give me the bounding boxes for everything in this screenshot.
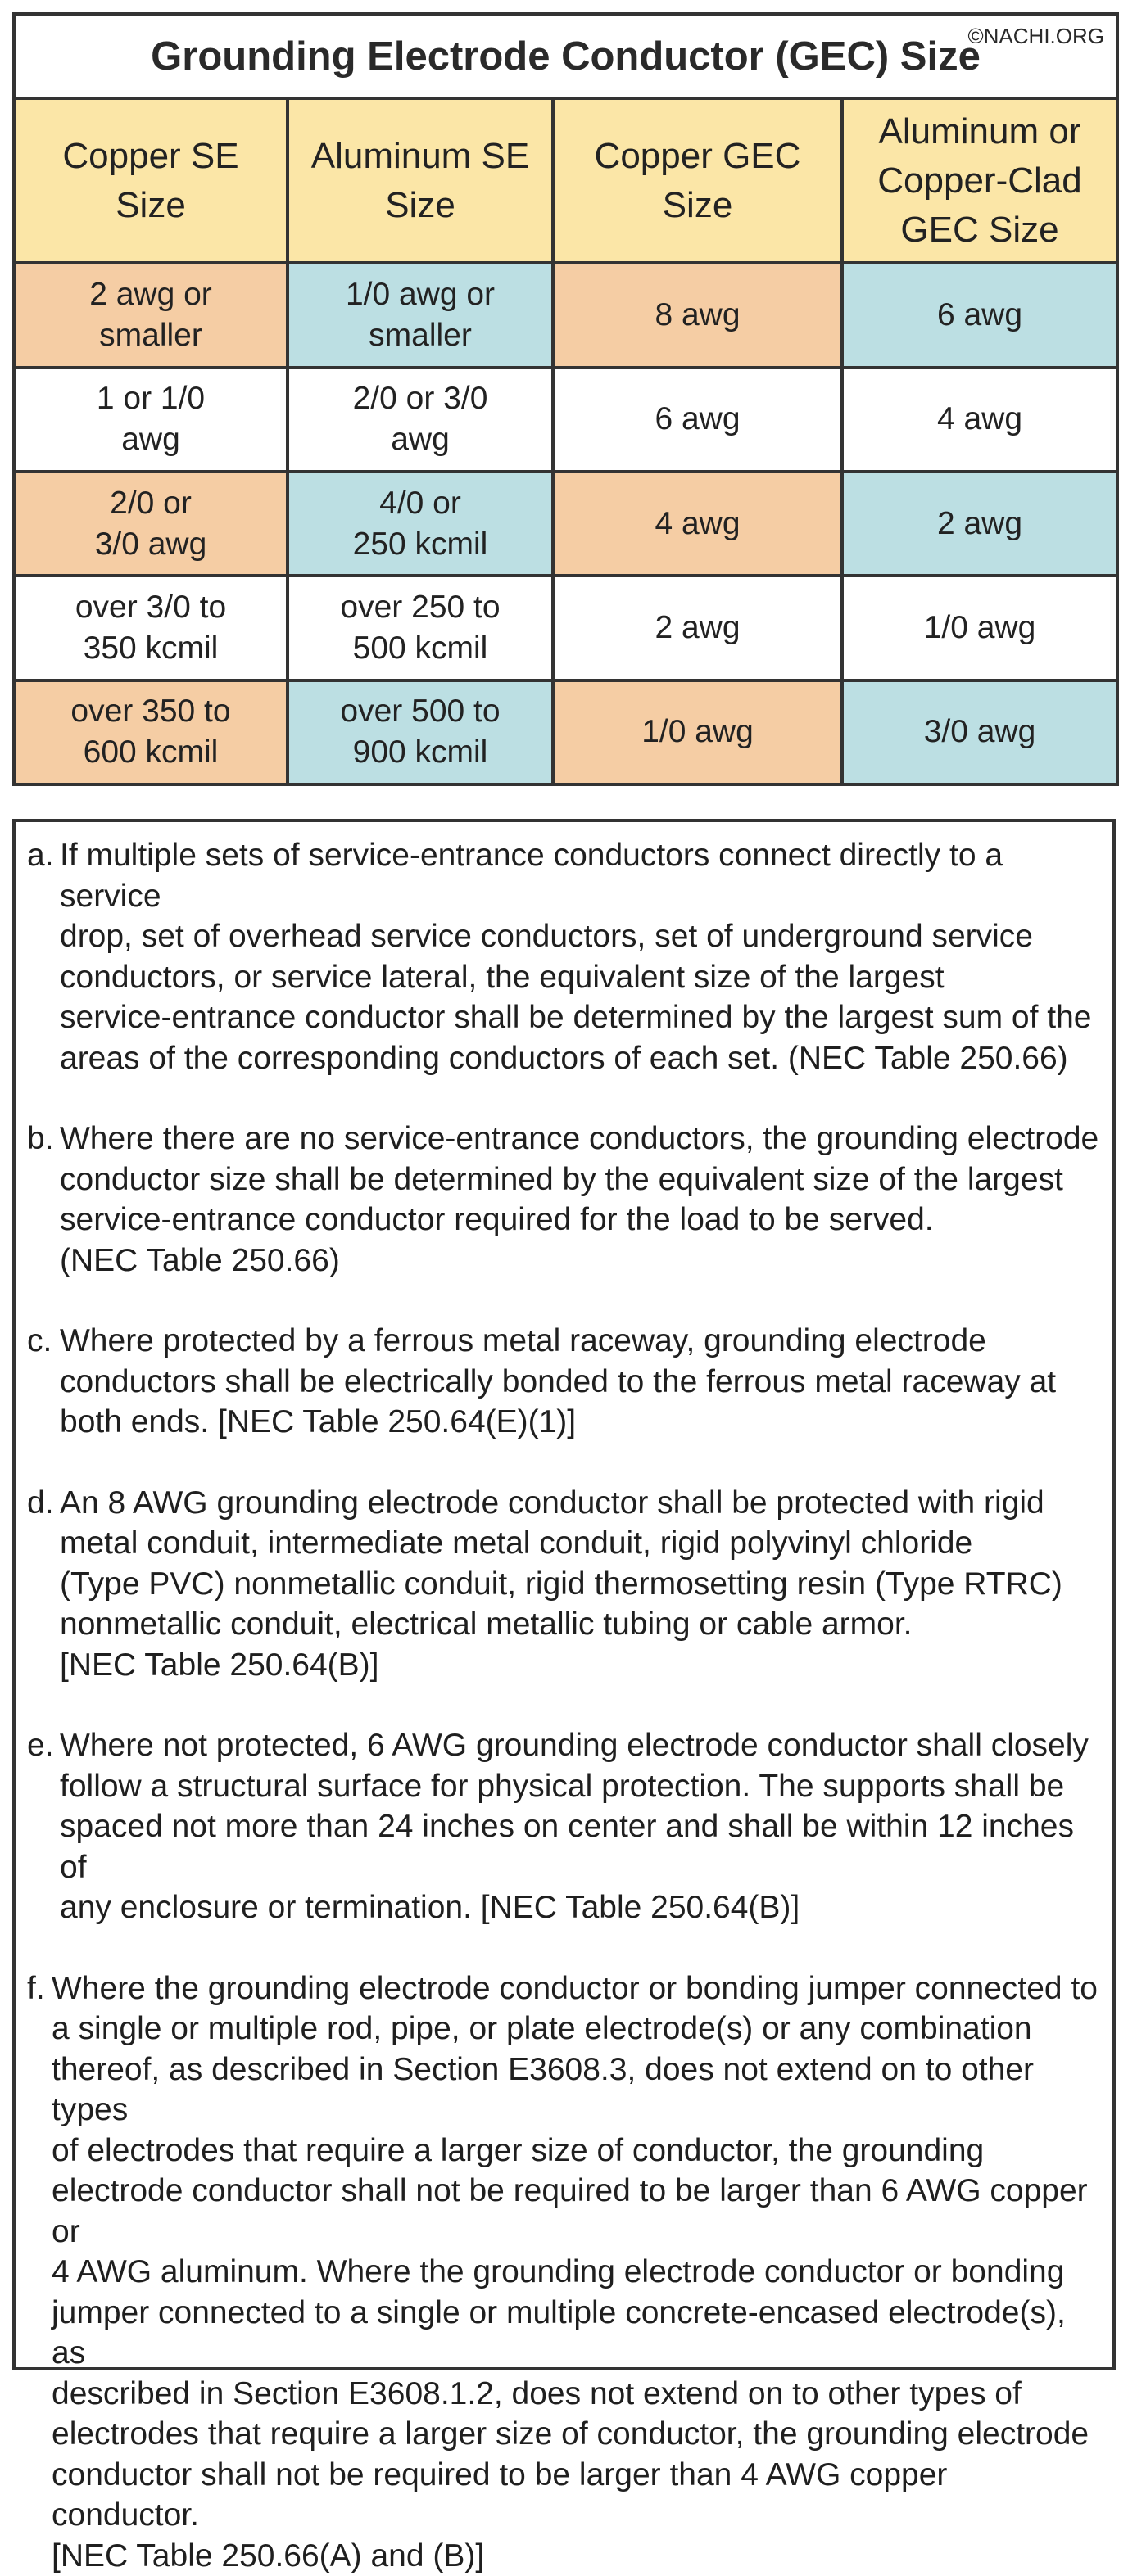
note-line: [NEC Table 250.66(A) and (B)]: [52, 2538, 484, 2574]
note-letter: a.: [27, 835, 54, 876]
credit-label: ©NACHI.ORG: [968, 24, 1105, 49]
cell-line: over 500 to: [340, 694, 500, 729]
cell-aluminum-gec: 6 awg: [842, 263, 1117, 367]
header-copper-se: [14, 98, 288, 263]
cell-aluminum-se: [288, 576, 553, 680]
header-aluminum-gec: [842, 98, 1117, 263]
note-d: [27, 1483, 1101, 1686]
note-e: [27, 1725, 1101, 1928]
note-line: An 8 AWG grounding electrode conductor shall be protected with rigid: [60, 1485, 1044, 1521]
cell-line: over 350 to: [70, 694, 230, 729]
cell-line: smaller: [369, 318, 472, 353]
note-line: described in Section E3608.1.2, does not extend on to other types of: [52, 2376, 1022, 2411]
header-line: Aluminum or: [879, 111, 1081, 151]
cell-aluminum-gec: 4 awg: [842, 368, 1117, 472]
cell-line: awg: [121, 422, 180, 457]
note-line: (NEC Table 250.66): [60, 1243, 340, 1278]
cell-line: 2/0 or 3/0: [353, 381, 488, 416]
note-line: electrodes that require a larger size of conductor, the grounding electrode: [52, 2416, 1089, 2452]
note-line: Where the grounding electrode conductor or bonding jumper connected to: [52, 1971, 1098, 2006]
cell-line: 1/0 awg or: [346, 277, 495, 312]
table-row: [14, 680, 1117, 784]
note-line: of electrodes that require a larger size of conductor, the grounding: [52, 2133, 984, 2168]
note-line: conductors shall be electrically bonded to the ferrous metal raceway at: [60, 1364, 1056, 1399]
cell-copper-gec: 1/0 awg: [553, 680, 842, 784]
table-row: [14, 576, 1117, 680]
note-line: 4 AWG aluminum. Where the grounding electrode conductor or bonding: [52, 2254, 1064, 2289]
note-line: conductors, or service lateral, the equivalent size of the largest: [60, 960, 945, 995]
note-letter: b.: [27, 1119, 54, 1159]
note-line: jumper connected to a single or multiple concrete-encased electrode(s), as: [52, 2295, 1066, 2371]
note-letter: d.: [27, 1483, 54, 1524]
cell-copper-gec: 6 awg: [553, 368, 842, 472]
table-row: [14, 472, 1117, 576]
note-line: conductor size shall be determined by the equivalent size of the largest: [60, 1162, 1063, 1197]
note-line: If multiple sets of service-entrance conductors connect directly to a service: [60, 838, 1003, 914]
header-line: Aluminum SE: [311, 136, 530, 176]
cell-aluminum-gec: 1/0 awg: [842, 576, 1117, 680]
cell-copper-se: [14, 263, 288, 367]
note-line: service-entrance conductor required for the load to be served.: [60, 1202, 934, 1237]
note-line: nonmetallic conduit, electrical metallic tubing or cable armor.: [60, 1607, 913, 1642]
cell-line: 250 kcmil: [353, 526, 488, 562]
cell-line: 2/0 or: [110, 486, 192, 521]
cell-line: over 3/0 to: [75, 590, 226, 625]
note-letter: e.: [27, 1725, 54, 1766]
cell-aluminum-gec: 3/0 awg: [842, 680, 1117, 784]
note-line: drop, set of overhead service conductors, set of underground service: [60, 919, 1033, 954]
note-line: conductor shall not be required to be larger than 4 AWG copper conductor.: [52, 2457, 947, 2533]
cell-copper-se: [14, 472, 288, 576]
cell-line: 1 or 1/0: [97, 381, 205, 416]
note-line: Where not protected, 6 AWG grounding electrode conductor shall closely: [60, 1728, 1089, 1763]
header-line: Copper SE: [62, 136, 238, 176]
note-line: follow a structural surface for physical protection. The supports shall be: [60, 1769, 1064, 1804]
cell-copper-se: [14, 680, 288, 784]
cell-line: 3/0 awg: [95, 526, 207, 562]
note-line: spaced not more than 24 inches on center and shall be within 12 inches of: [60, 1809, 1074, 1885]
header-line: Copper GEC: [595, 136, 801, 176]
header-line: GEC Size: [900, 210, 1058, 250]
cell-line: 600 kcmil: [84, 734, 219, 770]
header-line: Size: [663, 185, 733, 225]
table-row: [14, 368, 1117, 472]
gec-size-table: [12, 12, 1119, 786]
cell-aluminum-se: [288, 472, 553, 576]
note-line: areas of the corresponding conductors of each set. (NEC Table 250.66): [60, 1041, 1068, 1076]
cell-copper-gec: 4 awg: [553, 472, 842, 576]
note-line: metal conduit, intermediate metal conduit, rigid polyvinyl chloride: [60, 1525, 972, 1561]
header-line: Copper-Clad: [877, 160, 1081, 201]
cell-line: awg: [391, 422, 450, 457]
note-line: any enclosure or termination. [NEC Table 250.64(B)]: [60, 1890, 800, 1925]
note-line: service-entrance conductor shall be determined by the largest sum of the: [60, 1000, 1092, 1035]
cell-line: smaller: [99, 318, 202, 353]
note-letter: c.: [27, 1321, 52, 1362]
cell-line: over 250 to: [340, 590, 500, 625]
note-a: [27, 835, 1101, 1078]
table-title: Grounding Electrode Conductor (GEC) Size: [151, 34, 981, 79]
header-line: Size: [116, 185, 186, 225]
notes-box: [12, 819, 1116, 2370]
note-line: both ends. [NEC Table 250.64(E)(1)]: [60, 1404, 576, 1439]
note-line: a single or multiple rod, pipe, or plate electrode(s) or any combination: [52, 2011, 1032, 2046]
cell-copper-se: [14, 368, 288, 472]
table-row: [14, 263, 1117, 367]
note-c: [27, 1321, 1101, 1443]
header-row: [14, 98, 1117, 263]
note-line: electrode conductor shall not be required to be larger than 6 AWG copper or: [52, 2173, 1088, 2249]
cell-aluminum-se: [288, 368, 553, 472]
title-cell: [14, 14, 1117, 98]
cell-aluminum-se: [288, 680, 553, 784]
cell-line: 4/0 or: [379, 486, 461, 521]
header-aluminum-se: [288, 98, 553, 263]
cell-line: 350 kcmil: [84, 630, 219, 666]
cell-line: 2 awg or: [89, 277, 212, 312]
note-f: [27, 1968, 1101, 2576]
cell-copper-gec: 2 awg: [553, 576, 842, 680]
note-line: thereof, as described in Section E3608.3, does not extend on to other types: [52, 2052, 1034, 2128]
cell-copper-gec: 8 awg: [553, 263, 842, 367]
note-letter: f.: [27, 1968, 45, 2009]
cell-line: 900 kcmil: [353, 734, 488, 770]
cell-copper-se: [14, 576, 288, 680]
note-line: Where there are no service-entrance conductors, the grounding electrode: [60, 1121, 1099, 1156]
note-line: Where protected by a ferrous metal raceway, grounding electrode: [60, 1323, 986, 1358]
header-line: Size: [385, 185, 455, 225]
cell-line: 500 kcmil: [353, 630, 488, 666]
title-row: [14, 14, 1117, 98]
cell-aluminum-se: [288, 263, 553, 367]
header-copper-gec: [553, 98, 842, 263]
note-line: (Type PVC) nonmetallic conduit, rigid thermosetting resin (Type RTRC): [60, 1566, 1062, 1602]
note-line: [NEC Table 250.64(B)]: [60, 1647, 379, 1683]
cell-aluminum-gec: 2 awg: [842, 472, 1117, 576]
note-b: [27, 1119, 1101, 1281]
